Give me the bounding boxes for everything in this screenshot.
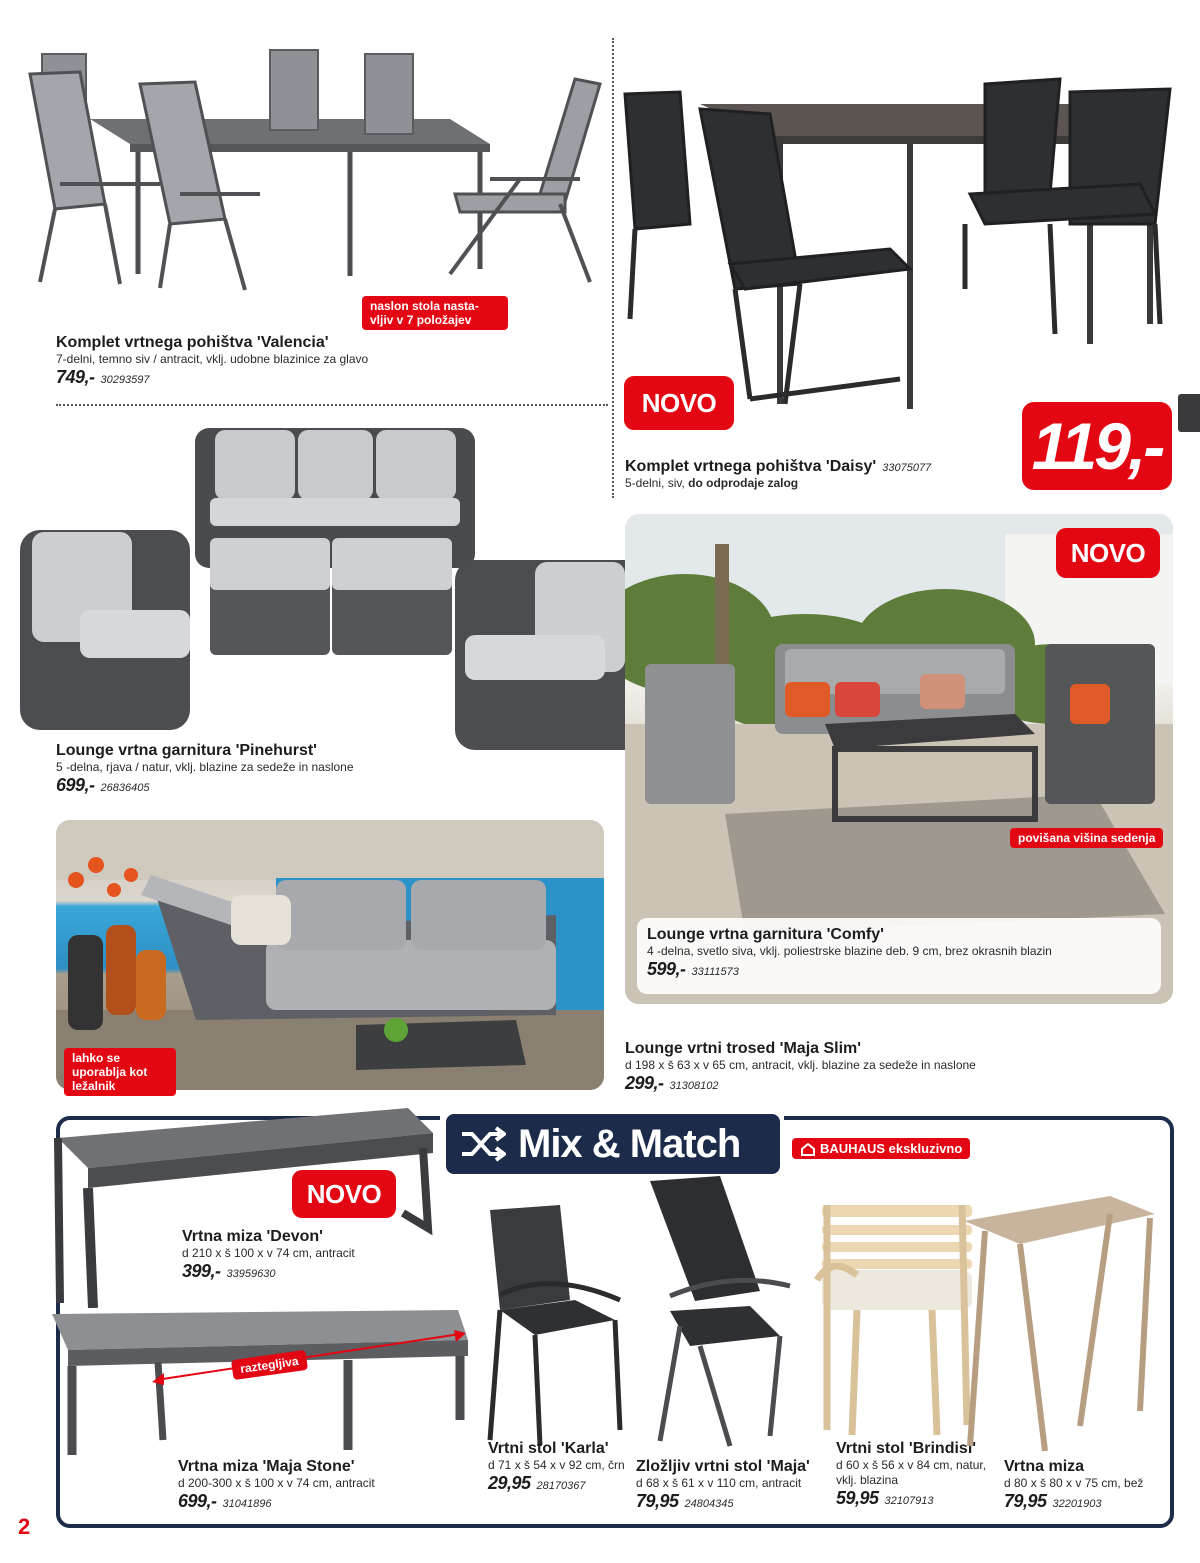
- product-price: 29,95: [488, 1473, 531, 1493]
- maja-chair-image: [640, 1176, 800, 1456]
- product-description: d 60 x š 56 x v 84 cm, natur, vklj. blazina: [836, 1458, 987, 1487]
- bauhaus-exclusive-label: BAUHAUS ekskluzivno: [820, 1141, 963, 1156]
- product-title: Vrtna miza 'Maja Stone': [178, 1458, 355, 1475]
- daisy-image: [620, 74, 1180, 414]
- mix-match-title: Mix & Match: [518, 1121, 741, 1166]
- product-title: Lounge vrtna garnitura 'Comfy': [647, 926, 884, 943]
- product-sku: 32201903: [1052, 1498, 1102, 1510]
- product-title: Vrtna miza: [1004, 1458, 1085, 1475]
- product-title: Vrtni stol 'Karla': [488, 1440, 609, 1457]
- maja-slim-info: [625, 1040, 976, 1094]
- product-sku: 28170367: [536, 1480, 586, 1492]
- product-title: Lounge vrtni trosed 'Maja Slim': [625, 1040, 862, 1057]
- bauhaus-exclusive-badge: [792, 1138, 970, 1159]
- house-icon: [800, 1142, 816, 1156]
- valencia-info: [56, 334, 368, 388]
- product-sku: 33111573: [691, 966, 739, 978]
- section-divider: [56, 404, 608, 406]
- brindisi-chair-image: [812, 1200, 982, 1440]
- mix-match-header: [446, 1114, 780, 1174]
- product-title: Vrtna miza 'Devon': [182, 1228, 323, 1245]
- product-price: 79,95: [1004, 1491, 1047, 1511]
- product-price: 749,-: [56, 367, 95, 387]
- product-sku: 33075077: [882, 462, 932, 474]
- daisy-price-tag: 119,-: [1022, 402, 1172, 490]
- product-sku: 32107913: [884, 1495, 934, 1507]
- product-description: d 68 x š 61 x v 110 cm, antracit: [636, 1476, 802, 1490]
- product-description: 5 -delna, rjava / natur, vklj. blazine za sedeže in naslone: [56, 760, 354, 774]
- vrtna-miza-info: [1004, 1458, 1164, 1512]
- product-price: 699,-: [56, 775, 95, 795]
- product-price: 79,95: [636, 1491, 679, 1511]
- product-sku: 24804345: [684, 1498, 734, 1510]
- devon-new-badge: NOVO: [292, 1170, 396, 1218]
- product-sku: 31041896: [222, 1498, 272, 1510]
- comfy-feature-badge: povišana višina sedenja: [1010, 828, 1163, 848]
- product-title: Vrtni stol 'Brindisi': [836, 1440, 977, 1457]
- product-description: 5-delni, siv,: [625, 476, 689, 490]
- product-price: 599,-: [647, 959, 686, 979]
- comfy-new-badge: NOVO: [1056, 528, 1160, 578]
- product-price: 299,-: [625, 1073, 664, 1093]
- product-title: Komplet vrtnega pohištva 'Daisy': [625, 458, 877, 475]
- maja-chair-info: [636, 1458, 836, 1512]
- pinehurst-image: [10, 420, 650, 760]
- shuffle-icon: [458, 1124, 506, 1164]
- product-description: d 80 x š 80 x v 75 cm, bež: [1004, 1476, 1144, 1490]
- product-sku: 33959630: [226, 1268, 276, 1280]
- maja-stone-info: [178, 1458, 375, 1512]
- stock-note: do odprodaje zalog: [688, 476, 799, 490]
- vrtna-miza-image: [960, 1196, 1160, 1466]
- product-description: 7-delni, temno siv / antracit, vklj. udobne blazinice za glavo: [56, 352, 369, 366]
- product-sku: 26836405: [100, 782, 150, 794]
- product-price: 399,-: [182, 1261, 221, 1281]
- maja-stone-extendable-badge: raztegljiva: [231, 1350, 308, 1380]
- valencia-image: [20, 44, 610, 294]
- maja-stone-table-image: [48, 1310, 478, 1460]
- page-number: 2: [18, 1514, 31, 1539]
- maja-slim-feature-badge: lahko se uporablja kot ležalnik: [64, 1048, 176, 1096]
- devon-info: [182, 1228, 355, 1282]
- product-description: d 200-300 x š 100 x v 74 cm, antracit: [178, 1476, 375, 1490]
- karla-chair-image: [480, 1200, 630, 1450]
- product-description: d 71 x š 54 x v 92 cm, črn: [488, 1458, 625, 1472]
- comfy-info: [637, 918, 1161, 994]
- valencia-feature-badge: naslon stola nasta-vljiv v 7 položajev: [362, 296, 508, 330]
- product-title: Lounge vrtna garnitura 'Pinehurst': [56, 742, 317, 759]
- product-description: 4 -delna, svetlo siva, vklj. poliestrske blazine deb. 9 cm, brez okrasnih blazin: [647, 944, 1052, 958]
- product-sku: 30293597: [100, 374, 150, 386]
- product-title: Komplet vrtnega pohištva 'Valencia': [56, 334, 329, 351]
- product-title: Zložljiv vrtni stol 'Maja': [636, 1458, 810, 1475]
- product-description: d 210 x š 100 x v 74 cm, antracit: [182, 1246, 355, 1260]
- daisy-info: [625, 458, 931, 491]
- product-price: 59,95: [836, 1488, 879, 1508]
- pinehurst-info: [56, 742, 354, 796]
- product-description: d 198 x š 63 x v 65 cm, antracit, vklj. blazine za sedeže in naslone: [625, 1058, 976, 1072]
- product-sku: 31308102: [669, 1080, 719, 1092]
- daisy-new-badge: NOVO: [624, 376, 734, 430]
- product-price: 699,-: [178, 1491, 217, 1511]
- karla-info: [488, 1440, 628, 1494]
- next-page-edge: [1178, 394, 1200, 432]
